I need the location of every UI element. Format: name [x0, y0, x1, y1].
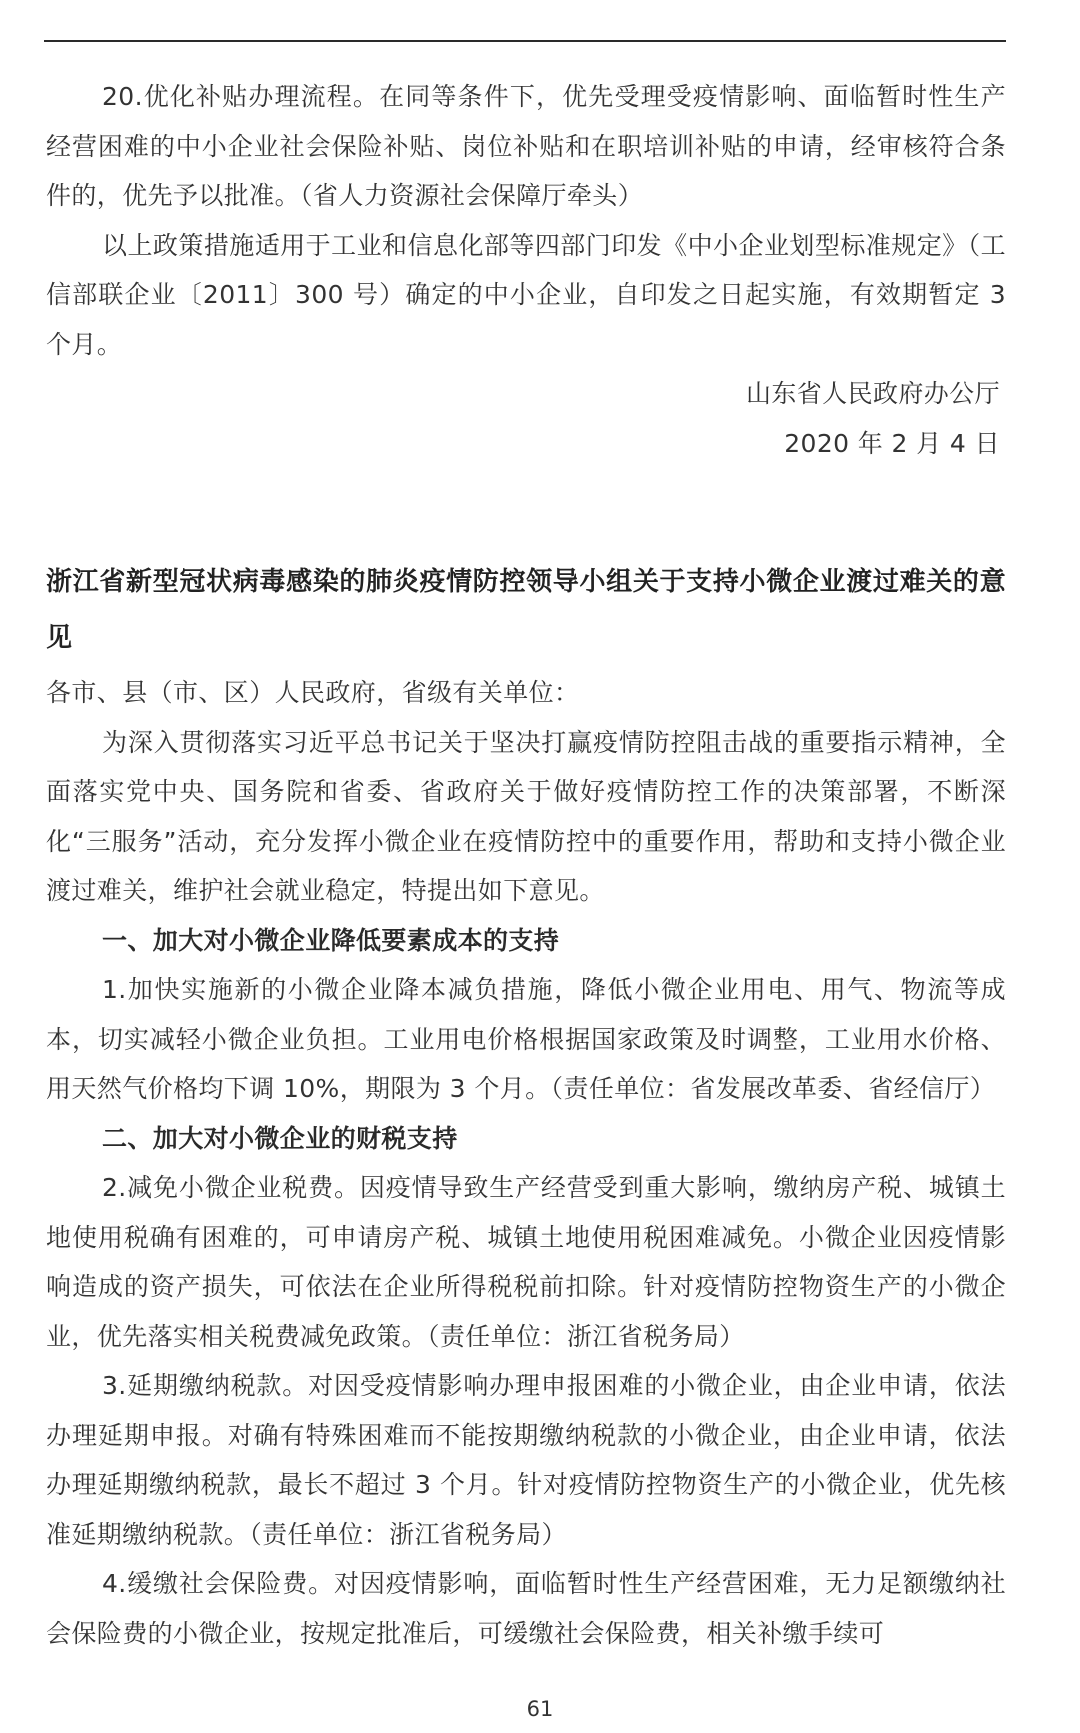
section-heading-2: 二、加大对小微企业的财税支持: [102, 1123, 458, 1153]
paragraph-item-2: 2.减免小微企业税费。因疫情导致生产经营受到重大影响，缴纳房产税、城镇土地使用税确有困难的，可申请房产税、城镇土地使用税困难减免。小微企业因疫情影响造成的资产损失，可依法在企业所得税税前扣除。针对疫情防控物资生产的小微企业，优先落实相关税费减免政策。（责任单位：浙江省税务局）: [46, 1173, 1006, 1351]
paragraph-item-4: 4.缓缴社会保险费。对因疫情影响，面临暂时性生产经营困难，无力足额缴纳社会保险费的小微企业，按规定批准后，可缓缴社会保险费，相关补缴手续可: [46, 1569, 1006, 1648]
paragraph-item-3: 3.延期缴纳税款。对因受疫情影响办理申报困难的小微企业，由企业申请，依法办理延期申报。对确有特殊困难而不能按期缴纳税款的小微企业，由企业申请，依法办理延期缴纳税款，最长不超过 3 个月。针对疫情防控物资生产的小微企业，优先核准延期缴纳税款。（责任单位：浙江省税务局）: [46, 1371, 1006, 1549]
issue-date: 2020 年 2 月 4 日: [784, 428, 1000, 458]
issuer-signature: 山东省人民政府办公厅: [745, 379, 1000, 408]
document-body: [46, 72, 1006, 1658]
paragraph-item-20: 20.优化补贴办理流程。在同等条件下，优先受理受疫情影响、面临暂时性生产经营困难的中小企业社会保险补贴、岗位补贴和在职培训补贴的申请，经审核符合条件的，优先予以批准。（省人力资源社会保障厅牵头）: [46, 82, 1006, 210]
salutation: 各市、县（市、区）人民政府，省级有关单位：: [46, 678, 580, 707]
section-heading-1: 一、加大对小微企业降低要素成本的支持: [102, 925, 560, 955]
document-title: 浙江省新型冠状病毒感染的肺炎疫情防控领导小组关于支持小微企业渡过难关的意见: [46, 567, 1006, 653]
section-spacer: [46, 468, 1006, 554]
paragraph-applicability: 以上政策措施适用于工业和信息化部等四部门印发《中小企业划型标准规定》（工信部联企业〔2011〕300 号）确定的中小企业，自印发之日起实施，有效期暂定 3 个月。: [46, 230, 1006, 359]
paragraph-intro: 为深入贯彻落实习近平总书记关于坚决打赢疫情防控阻击战的重要指示精神，全面落实党中央、国务院和省委、省政府关于做好疫情防控工作的决策部署，不断深化“三服务”活动，充分发挥小微企业在疫情防控中的重要作用，帮助和支持小微企业渡过难关，维护社会就业稳定，特提出如下意见。: [46, 727, 1006, 905]
paragraph-item-1: 1.加快实施新的小微企业降本减负措施，降低小微企业用电、用气、物流等成本，切实减轻小微企业负担。工业用电价格根据国家政策及时调整，工业用水价格、用天然气价格均下调 10%，期限为 3 个月。（责任单位：省发展改革委、省经信厅）: [46, 975, 1006, 1103]
top-divider: [44, 40, 1006, 42]
page-number: 61: [526, 1697, 554, 1721]
